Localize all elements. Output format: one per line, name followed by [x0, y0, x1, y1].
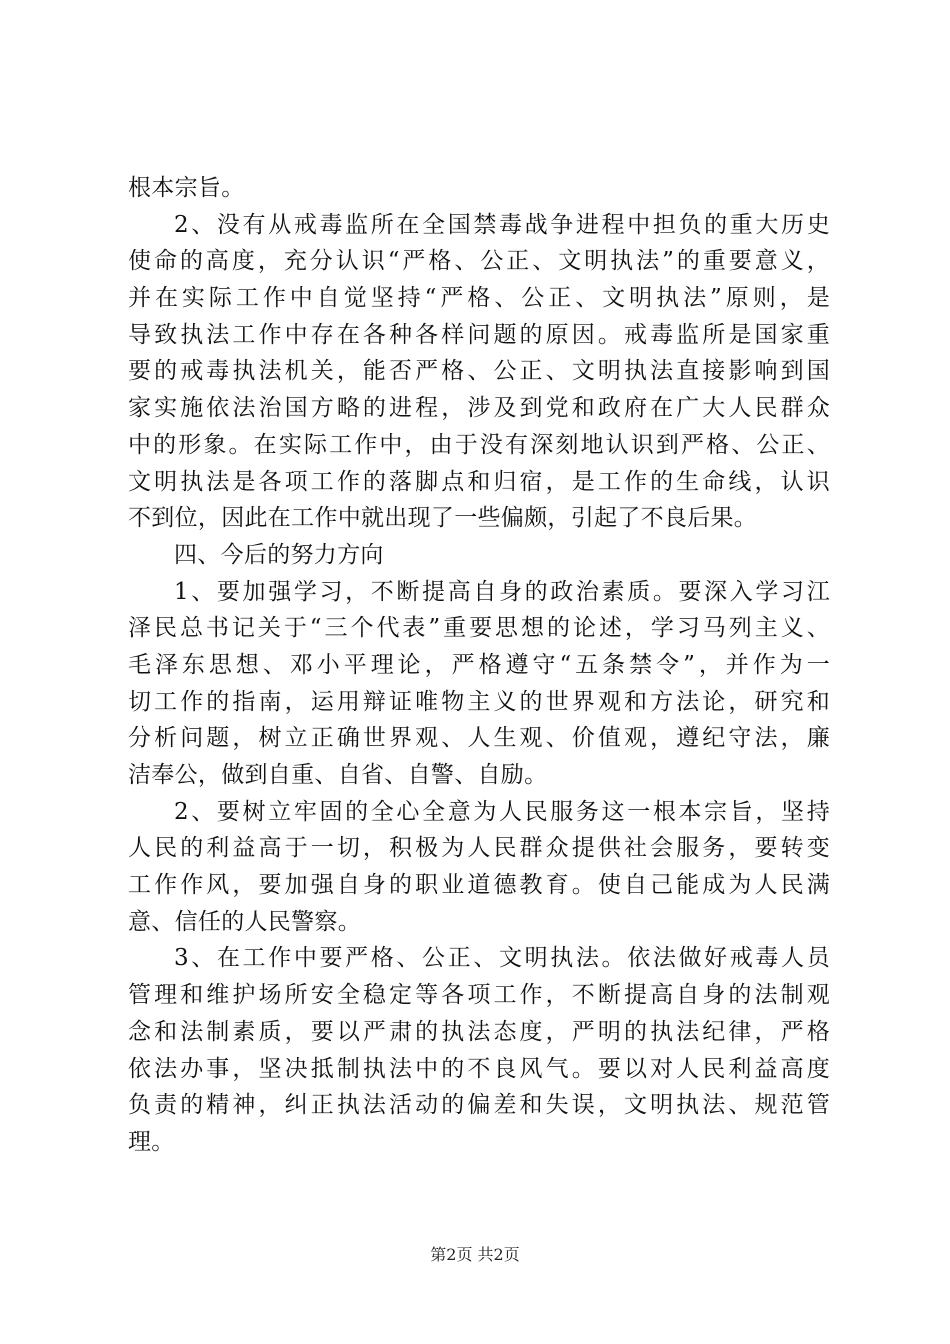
text-line: 中的形象。在实际工作中，由于没有深刻地认识到严格、公正、	[128, 431, 830, 458]
page-number: 第2页 共2页	[430, 1245, 520, 1264]
text-line: 人民的利益高于一切，积极为人民群众提供社会服务，要转变	[128, 835, 830, 862]
text-line: 念和法制素质，要以严肃的执法态度，严明的执法纪律，严格	[128, 1018, 830, 1045]
text-line: 根本宗旨。	[128, 175, 245, 201]
text-line: 依法办事，坚决抵制执法中的不良风气。要以对人民利益高度	[128, 1055, 830, 1082]
section-heading: 四、今后的努力方向	[174, 541, 384, 568]
text-line: 毛泽东思想、邓小平理论，严格遵守“五条禁令”，并作为一	[128, 651, 830, 678]
paragraph-start-line: 2、要树立牢固的全心全意为人民服务这一根本宗旨，坚持	[174, 798, 830, 825]
text-line: 切工作的指南，运用辩证唯物主义的世界观和方法论，研究和	[128, 688, 830, 715]
document-body	[128, 170, 830, 1161]
text-line: 并在实际工作中自觉坚持“严格、公正、文明执法”原则，是	[128, 285, 830, 312]
text-line: 负责的精神，纠正执法活动的偏差和失误，文明执法、规范管	[128, 1092, 830, 1119]
text-line: 意、信任的人民警察。	[128, 908, 361, 935]
text-line: 要的戒毒执法机关，能否严格、公正、文明执法直接影响到国	[128, 358, 830, 385]
paragraph-start-line: 1、要加强学习，不断提高自身的政治素质。要深入学习江	[174, 578, 830, 605]
text-line: 泽民总书记关于“三个代表”重要思想的论述，学习马列主义、	[128, 615, 830, 642]
text-line: 家实施依法治国方略的进程，涉及到党和政府在广大人民群众	[128, 395, 830, 422]
text-line: 洁奉公，做到自重、自省、自警、自励。	[128, 762, 548, 788]
text-line: 工作作风，要加强自身的职业道德教育。使自己能成为人民满	[128, 872, 830, 899]
paragraph-start-line: 2、没有从戒毒监所在全国禁毒战争进程中担负的重大历史	[174, 211, 830, 238]
text-line: 管理和维护场所安全稳定等各项工作，不断提高自身的法制观	[128, 982, 830, 1009]
text-line: 不到位，因此在工作中就出现了一些偏颇，引起了不良后果。	[128, 505, 758, 532]
text-line: 使命的高度，充分认识“严格、公正、文明执法”的重要意义，	[128, 248, 830, 275]
paragraph-start-line: 3、在工作中要严格、公正、文明执法。依法做好戒毒人员	[174, 945, 830, 972]
text-line: 文明执法是各项工作的落脚点和归宿，是工作的生命线，认识	[128, 468, 830, 495]
text-line: 理。	[128, 1128, 175, 1155]
page-footer	[0, 1244, 950, 1266]
text-line: 分析问题，树立正确世界观、人生观、价值观，遵纪守法，廉	[128, 725, 830, 752]
text-line: 导致执法工作中存在各种各样问题的原因。戒毒监所是国家重	[128, 321, 830, 348]
